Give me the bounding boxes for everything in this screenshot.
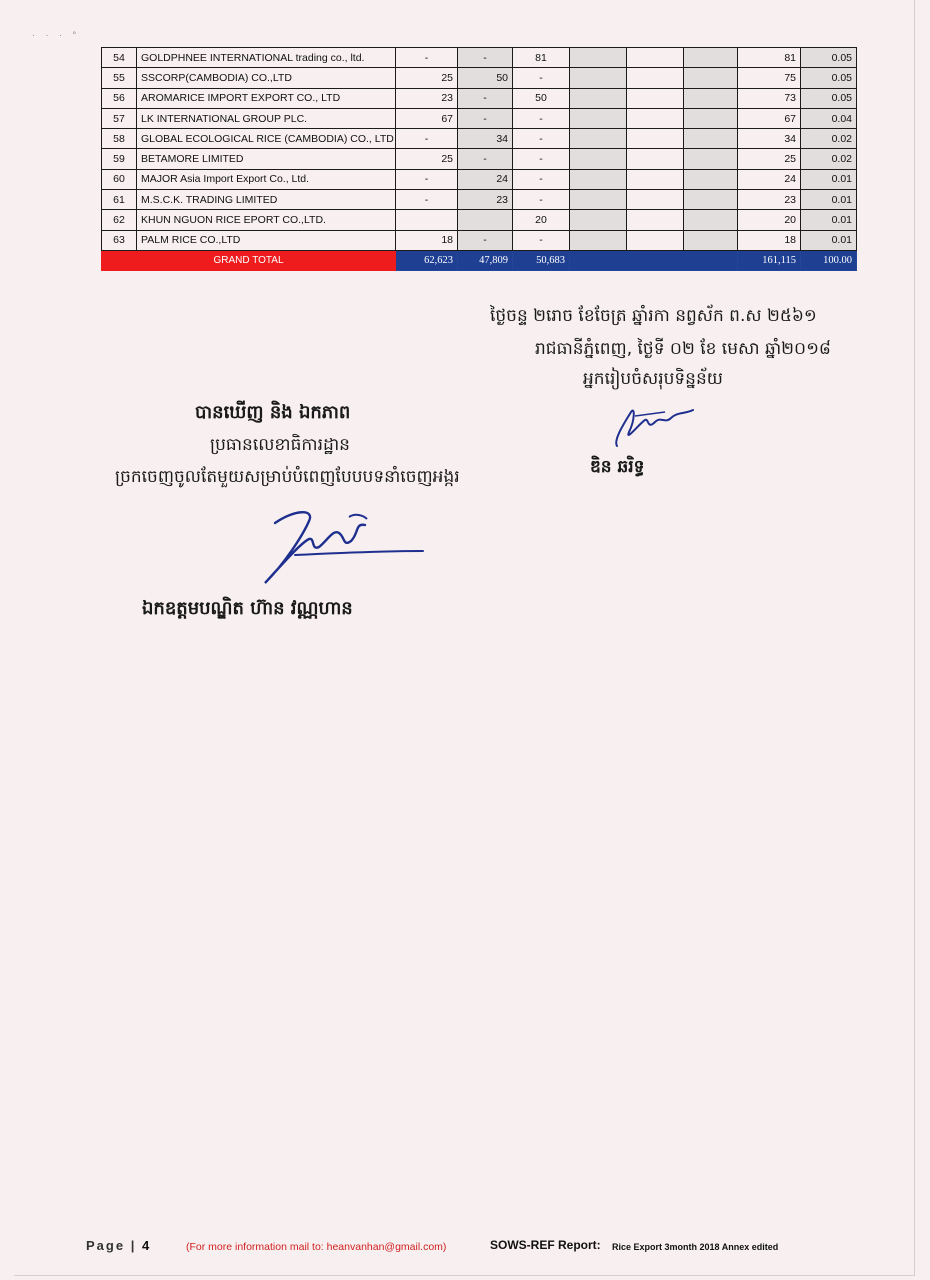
empty-col-4 (570, 149, 627, 169)
row-percent: 0.01 (801, 190, 857, 210)
table-row (102, 230, 857, 250)
preparer-signature (605, 402, 700, 452)
company-name: AROMARICE IMPORT EXPORT CO., LTD (137, 88, 396, 108)
row-total: 73 (738, 88, 801, 108)
row-percent: 0.01 (801, 210, 857, 230)
company-name: KHUN NGUON RICE EPORT CO.,LTD. (137, 210, 396, 230)
table-row (102, 210, 857, 230)
row-total: 24 (738, 169, 801, 189)
date-solar: រាជធានីភ្នំពេញ, ថ្ងៃទី ០២ ខែ មេសា ឆ្នាំ២០១៨ (535, 339, 831, 359)
qty-col-1: 18 (396, 230, 458, 250)
qty-col-2: - (458, 149, 513, 169)
qty-col-1: - (396, 169, 458, 189)
grand-total-col-2: 47,809 (458, 250, 513, 270)
qty-col-2: - (458, 230, 513, 250)
qty-col-1: 23 (396, 88, 458, 108)
qty-col-3: 81 (513, 48, 570, 68)
grand-total-label: GRAND TOTAL (102, 250, 396, 270)
director-name: ឯកឧត្តមបណ្ឌិត ហ៊ាន វណ្ណហាន (142, 598, 353, 619)
prepared-by-title: អ្នករៀបចំសរុបទិន្នន័យ (583, 369, 723, 389)
row-total: 23 (738, 190, 801, 210)
qty-col-2: - (458, 48, 513, 68)
empty-col-4 (570, 68, 627, 88)
company-name: LK INTERNATIONAL GROUP PLC. (137, 108, 396, 128)
qty-col-1 (396, 210, 458, 230)
footer-page: Page | 4 (86, 1238, 152, 1253)
company-name: MAJOR Asia Import Export Co., Ltd. (137, 169, 396, 189)
empty-col-5 (627, 169, 684, 189)
scan-specks: · · · ° (32, 30, 81, 40)
grand-total-sum: 161,115 (738, 250, 801, 270)
empty-col-5 (627, 68, 684, 88)
footer-report-subtitle: Rice Export 3month 2018 Annex edited (612, 1242, 779, 1252)
qty-col-3: - (513, 169, 570, 189)
qty-col-2: 50 (458, 68, 513, 88)
row-percent: 0.02 (801, 129, 857, 149)
row-number: 61 (102, 190, 137, 210)
qty-col-3: - (513, 129, 570, 149)
table-row (102, 108, 857, 128)
empty-col-5 (627, 230, 684, 250)
row-total: 18 (738, 230, 801, 250)
empty-col-4 (570, 48, 627, 68)
row-percent: 0.05 (801, 68, 857, 88)
page-label: Page (86, 1238, 126, 1253)
qty-col-1: 25 (396, 68, 458, 88)
company-name: GLOBAL ECOLOGICAL RICE (CAMBODIA) CO., LTD (137, 129, 396, 149)
table-row (102, 169, 857, 189)
row-number: 62 (102, 210, 137, 230)
row-total: 67 (738, 108, 801, 128)
empty-col-5 (627, 88, 684, 108)
director-signature (255, 503, 430, 591)
empty-col-4 (570, 210, 627, 230)
footer-report-title: SOWS-REF Report: (490, 1238, 601, 1252)
empty-col-6 (684, 169, 738, 189)
qty-col-3: - (513, 230, 570, 250)
row-number: 55 (102, 68, 137, 88)
row-percent: 0.01 (801, 169, 857, 189)
company-name: PALM RICE CO.,LTD (137, 230, 396, 250)
qty-col-1: - (396, 190, 458, 210)
row-number: 57 (102, 108, 137, 128)
qty-col-1: 67 (396, 108, 458, 128)
row-percent: 0.05 (801, 48, 857, 68)
empty-col-5 (627, 129, 684, 149)
row-number: 60 (102, 169, 137, 189)
empty-col-5 (627, 149, 684, 169)
qty-col-1: - (396, 129, 458, 149)
grand-total-percent: 100.00 (801, 250, 857, 270)
empty-col-6 (684, 48, 738, 68)
date-lunar: ថ្ងៃចន្ទ ២រោច ខែចែត្រ ឆ្នាំរកា នព្វស័ក ព.ស ២៥៦១ (490, 306, 817, 326)
qty-col-2: 23 (458, 190, 513, 210)
empty-col-6 (684, 129, 738, 149)
row-percent: 0.05 (801, 88, 857, 108)
qty-col-1: 25 (396, 149, 458, 169)
row-percent: 0.04 (801, 108, 857, 128)
row-total: 75 (738, 68, 801, 88)
qty-col-2: 24 (458, 169, 513, 189)
empty-col-5 (627, 108, 684, 128)
empty-col-6 (684, 88, 738, 108)
row-number: 56 (102, 88, 137, 108)
empty-col-6 (684, 68, 738, 88)
qty-col-3: 20 (513, 210, 570, 230)
row-number: 54 (102, 48, 137, 68)
company-name: SSCORP(CAMBODIA) CO.,LTD (137, 68, 396, 88)
grand-total-col-1: 62,623 (396, 250, 458, 270)
empty-col-5 (627, 210, 684, 230)
row-total: 34 (738, 129, 801, 149)
qty-col-2: - (458, 88, 513, 108)
empty-col-4 (570, 169, 627, 189)
empty-col-6 (684, 108, 738, 128)
qty-col-3: - (513, 149, 570, 169)
company-name: GOLDPHNEE INTERNATIONAL trading co., ltd. (137, 48, 396, 68)
qty-col-1: - (396, 48, 458, 68)
table-row (102, 149, 857, 169)
empty-col-4 (570, 129, 627, 149)
row-percent: 0.01 (801, 230, 857, 250)
row-total: 81 (738, 48, 801, 68)
row-number: 63 (102, 230, 137, 250)
row-number: 58 (102, 129, 137, 149)
rice-export-table (101, 47, 857, 271)
empty-col-6 (684, 230, 738, 250)
table-row (102, 68, 857, 88)
qty-col-3: - (513, 68, 570, 88)
empty-col-4 (570, 230, 627, 250)
seen-approved-heading: បានឃើញ និង ឯកភាព (195, 402, 351, 423)
empty-col-5 (627, 48, 684, 68)
preparer-name: ឌិន ឆរិទ្ធ (590, 457, 645, 477)
company-name: M.S.C.K. TRADING LIMITED (137, 190, 396, 210)
qty-col-2: 34 (458, 129, 513, 149)
table-row (102, 88, 857, 108)
row-percent: 0.02 (801, 149, 857, 169)
empty-col-4 (570, 88, 627, 108)
row-number: 59 (102, 149, 137, 169)
row-total: 25 (738, 149, 801, 169)
table-row (102, 48, 857, 68)
table-row (102, 190, 857, 210)
empty-col-6 (684, 210, 738, 230)
empty-col-6 (684, 149, 738, 169)
company-name: BETAMORE LIMITED (137, 149, 396, 169)
head-description: ច្រកចេញចូលតែមួយសម្រាប់បំពេញបែបបទនាំចេញអង្ករ (115, 467, 460, 487)
qty-col-2 (458, 210, 513, 230)
empty-col-6 (684, 190, 738, 210)
grand-total-fill (570, 250, 738, 270)
grand-total-col-3: 50,683 (513, 250, 570, 270)
qty-col-3: 50 (513, 88, 570, 108)
grand-total-row (102, 250, 857, 270)
qty-col-3: - (513, 190, 570, 210)
empty-col-4 (570, 108, 627, 128)
empty-col-5 (627, 190, 684, 210)
row-total: 20 (738, 210, 801, 230)
qty-col-3: - (513, 108, 570, 128)
qty-col-2: - (458, 108, 513, 128)
head-title: ប្រធានលេខាធិការដ្ឋាន (210, 435, 350, 455)
table-row (102, 129, 857, 149)
footer-contact: (For more information mail to: heanvanhan@gmail.com) (186, 1241, 447, 1253)
empty-col-4 (570, 190, 627, 210)
page-number: 4 (141, 1238, 152, 1253)
